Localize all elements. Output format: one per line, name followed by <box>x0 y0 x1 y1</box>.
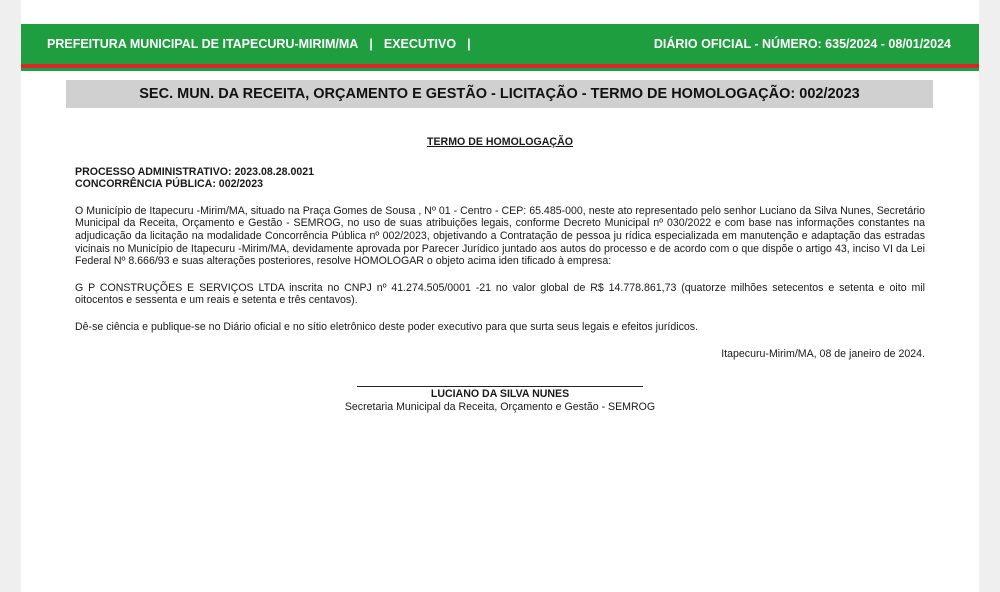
paragraph-company: G P CONSTRUÇÕES E SERVIÇOS LTDA inscrita no CNPJ nº 41.274.505/0001 -21 no valor global de R$ 14.778.861,73 (quatorze milhões setecentos e setenta e oito mil oitocentos e sessenta e um reais e setenta e três centavos). <box>75 281 925 307</box>
process-number: PROCESSO ADMINISTRATIVO: 2023.08.28.0021 <box>75 165 315 178</box>
document-heading: TERMO DE HOMOLOGAÇÃO <box>427 136 573 148</box>
header-stripe-green <box>21 68 979 71</box>
gazette-header <box>21 24 979 64</box>
header-left <box>47 37 482 51</box>
competition-number: CONCORRÊNCIA PÚBLICA: 002/2023 <box>75 178 263 191</box>
signer-name: LUCIANO DA SILVA NUNES <box>430 388 570 400</box>
header-separator: | <box>369 37 373 51</box>
document-page <box>21 0 979 592</box>
signature-block <box>75 386 925 413</box>
document-body <box>75 136 925 413</box>
signature-line <box>357 386 643 387</box>
municipality-title: PREFEITURA MUNICIPAL DE ITAPECURU-MIRIM/MA <box>47 37 359 51</box>
paragraph-homologation: O Município de Itapecuru -Mirim/MA, situado na Praça Gomes de Sousa , Nº 01 - Centro - CEP: 65.485-000, neste ato representado pelo senhor Luciano da Silva Nunes, Secretário Municipal da Receita, Orçamento e Gestão - SEMROG, no uso de suas atribuições legais, conforme Decreto Municipal nº 030/2022 e com base nas informações constantes na adjudicação da licitação na modalidade Concorrência Pública nº 002/2023, objetivando a Contratação de pessoa ju rídica especializada em manutenção e adaptação das estradas vicinais no Município de Itapecuru -Mirim/MA, devidamente aprovada por Parecer Jurídico juntado aos autos do processo e de acordo com o que dispõe o artigo 43, inciso VI da Lei Federal Nº 8.666/93 e suas alterações posteriores, resolve HOMOLOGAR o objeto acima iden tificado à empresa: <box>75 204 925 268</box>
place-date: Itapecuru-Mirim/MA, 08 de janeiro de 2024. <box>721 347 925 360</box>
gazette-issue: DIÁRIO OFICIAL - NÚMERO: 635/2024 - 08/01/2024 <box>653 37 951 51</box>
signer-role: Secretaria Municipal da Receita, Orçamento e Gestão - SEMROG <box>344 400 656 413</box>
paragraph-publication: Dê-se ciência e publique-se no Diário oficial e no sítio eletrônico deste poder executivo para que surta seus legais e efeitos jurídicos. <box>75 320 699 333</box>
section-title: SEC. MUN. DA RECEITA, ORÇAMENTO E GESTÃO - LICITAÇÃO - TERMO DE HOMOLOGAÇÃO: 002/2023 <box>66 80 933 108</box>
header-separator-trailing: | <box>467 37 471 51</box>
header-section: EXECUTIVO <box>383 37 457 51</box>
